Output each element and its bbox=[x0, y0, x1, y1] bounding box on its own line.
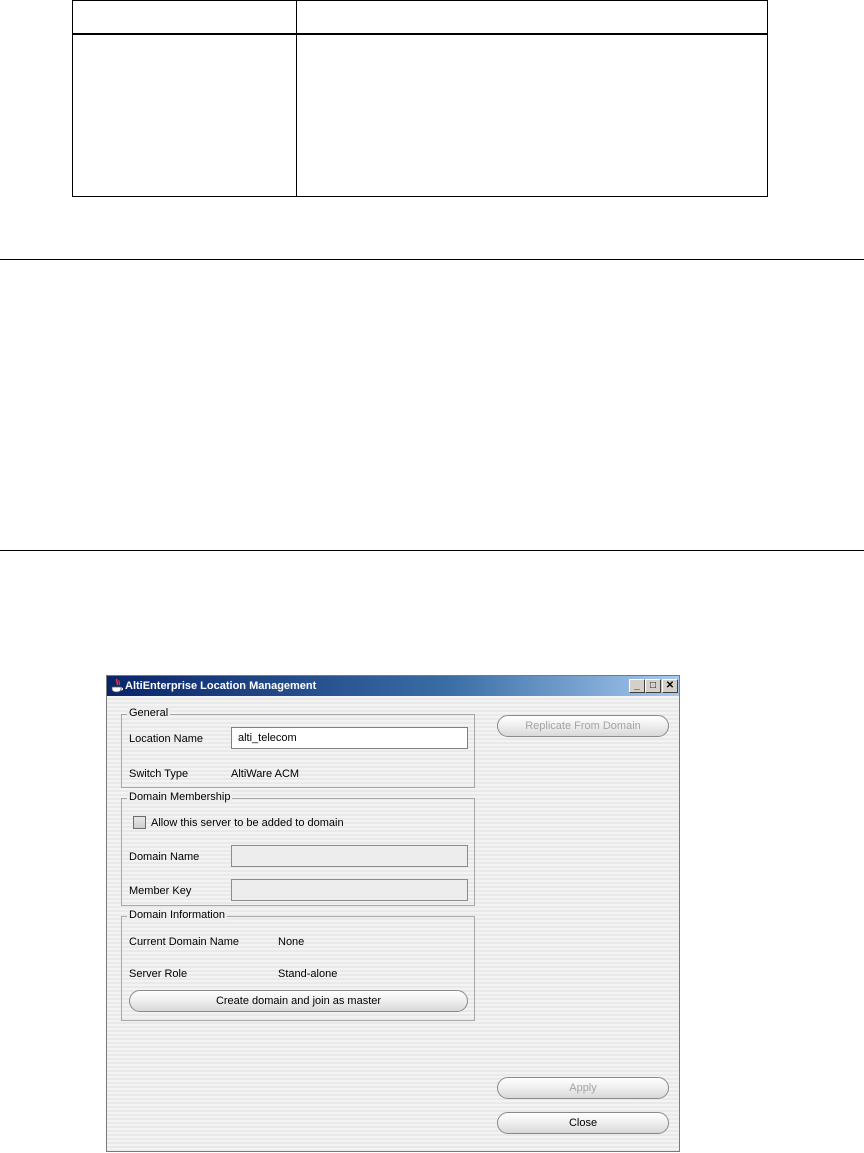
table-column-divider bbox=[296, 0, 297, 197]
allow-domain-label[interactable]: Allow this server to be added to domain bbox=[151, 817, 344, 829]
table-left-border bbox=[72, 0, 73, 197]
maximize-button[interactable]: □ bbox=[645, 679, 661, 693]
close-window-button[interactable]: ✕ bbox=[662, 679, 678, 693]
allow-domain-checkbox[interactable] bbox=[133, 816, 146, 829]
table-top-border bbox=[72, 0, 768, 1]
domain-information-group-title: Domain Information bbox=[129, 909, 225, 921]
server-role-value: Stand-alone bbox=[278, 968, 338, 980]
domain-name-input[interactable] bbox=[231, 845, 468, 867]
domain-membership-group bbox=[121, 791, 475, 906]
create-domain-button[interactable]: Create domain and join as master bbox=[129, 990, 468, 1012]
domain-information-group bbox=[121, 909, 475, 1021]
document-table bbox=[72, 0, 768, 197]
page-rule-1 bbox=[0, 259, 864, 260]
close-button[interactable]: Close bbox=[497, 1112, 669, 1134]
minimize-button[interactable]: _ bbox=[629, 679, 645, 693]
member-key-input[interactable] bbox=[231, 879, 468, 901]
domain-membership-group-title: Domain Membership bbox=[129, 791, 231, 803]
window-title: AltiEnterprise Location Management bbox=[125, 680, 317, 692]
page-rule-2 bbox=[0, 550, 864, 551]
location-name-input[interactable]: alti_telecom bbox=[231, 727, 468, 749]
table-right-border bbox=[767, 0, 768, 197]
switch-type-value: AltiWare ACM bbox=[231, 768, 300, 780]
switch-type-label: Switch Type bbox=[129, 768, 189, 780]
domain-name-label: Domain Name bbox=[129, 851, 200, 863]
java-cup-icon bbox=[110, 678, 124, 694]
current-domain-value: None bbox=[278, 936, 305, 948]
table-bottom-border bbox=[72, 196, 768, 197]
member-key-label: Member Key bbox=[129, 885, 192, 897]
apply-button[interactable]: Apply bbox=[497, 1077, 669, 1099]
general-group bbox=[121, 707, 475, 788]
title-bar[interactable] bbox=[107, 676, 679, 696]
replicate-from-domain-button[interactable]: Replicate From Domain bbox=[497, 715, 669, 737]
table-header-divider bbox=[72, 33, 768, 35]
server-role-label: Server Role bbox=[129, 968, 188, 980]
location-management-window bbox=[106, 675, 680, 1152]
current-domain-label: Current Domain Name bbox=[129, 936, 240, 948]
general-group-title: General bbox=[129, 707, 169, 719]
location-name-label: Location Name bbox=[129, 733, 203, 745]
